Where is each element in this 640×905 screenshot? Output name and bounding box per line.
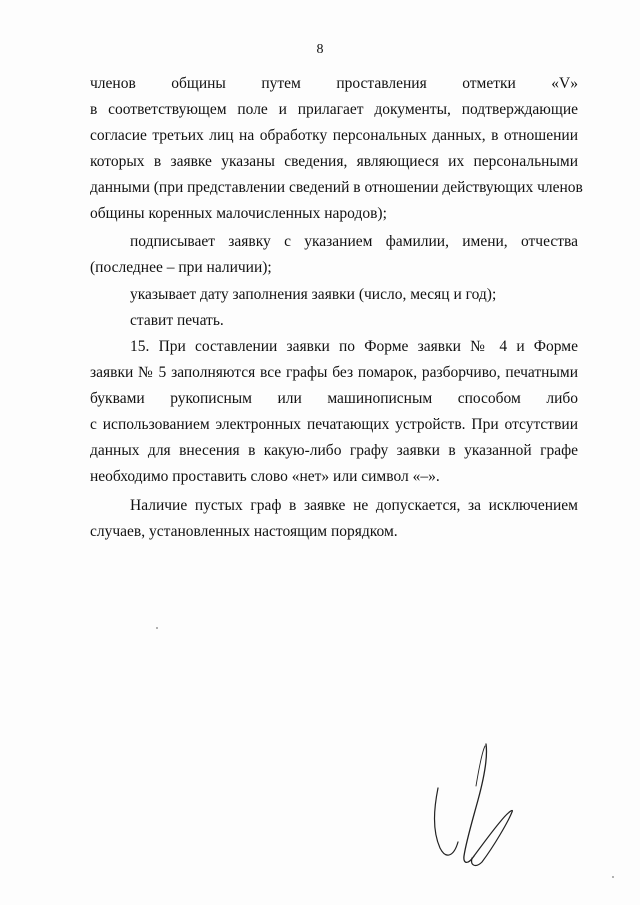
scan-speck [612, 876, 614, 878]
scan-speck [156, 627, 158, 629]
paragraph-5-line-2: заявки № 5 заполняются все графы без помарок, разборчиво, печатными [90, 364, 578, 381]
paragraph-1-line-1: членов общины путем проставления отметки «V» [90, 75, 578, 92]
paragraph-6-line-2: случаев, установленных настоящим порядком. [90, 523, 398, 540]
paragraph-1-line-6: общины коренных малочисленных народов); [90, 205, 387, 222]
paragraph-6-line-1: Наличие пустых граф в заявке не допускается, за исключением [130, 497, 578, 514]
paragraph-5-line-6: необходимо проставить слово «нет» или символ «–». [90, 468, 440, 485]
paragraph-5-line-3: буквами рукописным или машинописным способом либо [90, 390, 578, 407]
paragraph-5-line-4: с использованием электронных печатающих устройств. При отсутствии [90, 416, 578, 433]
page-number: 8 [316, 42, 324, 57]
paragraph-5-line-5: данных для внесения в какую-либо графу заявки в указанной графе [90, 442, 578, 459]
paragraph-1-line-4: которых в заявке указаны сведения, являющиеся их персональными [90, 153, 578, 170]
paragraph-5-line-1: 15. При составлении заявки по Форме заявки № 4 и Форме [130, 338, 578, 355]
paragraph-3-line-1: указывает дату заполнения заявки (число, месяц и год); [130, 286, 497, 303]
handwritten-signature-icon [424, 738, 534, 868]
paragraph-2-line-1: подписывает заявку с указанием фамилии, имени, отчества [130, 233, 578, 250]
paragraph-1-line-3: согласие третьих лиц на обработку персональных данных, в отношении [90, 127, 578, 144]
paragraph-4-line-1: ставит печать. [130, 312, 224, 329]
paragraph-2-line-2: (последнее – при наличии); [90, 259, 272, 276]
paragraph-1-line-5: данными (при представлении сведений в отношении действующих членов [90, 179, 583, 196]
paragraph-1-line-2: в соответствующем поле и прилагает документы, подтверждающие [90, 101, 578, 118]
